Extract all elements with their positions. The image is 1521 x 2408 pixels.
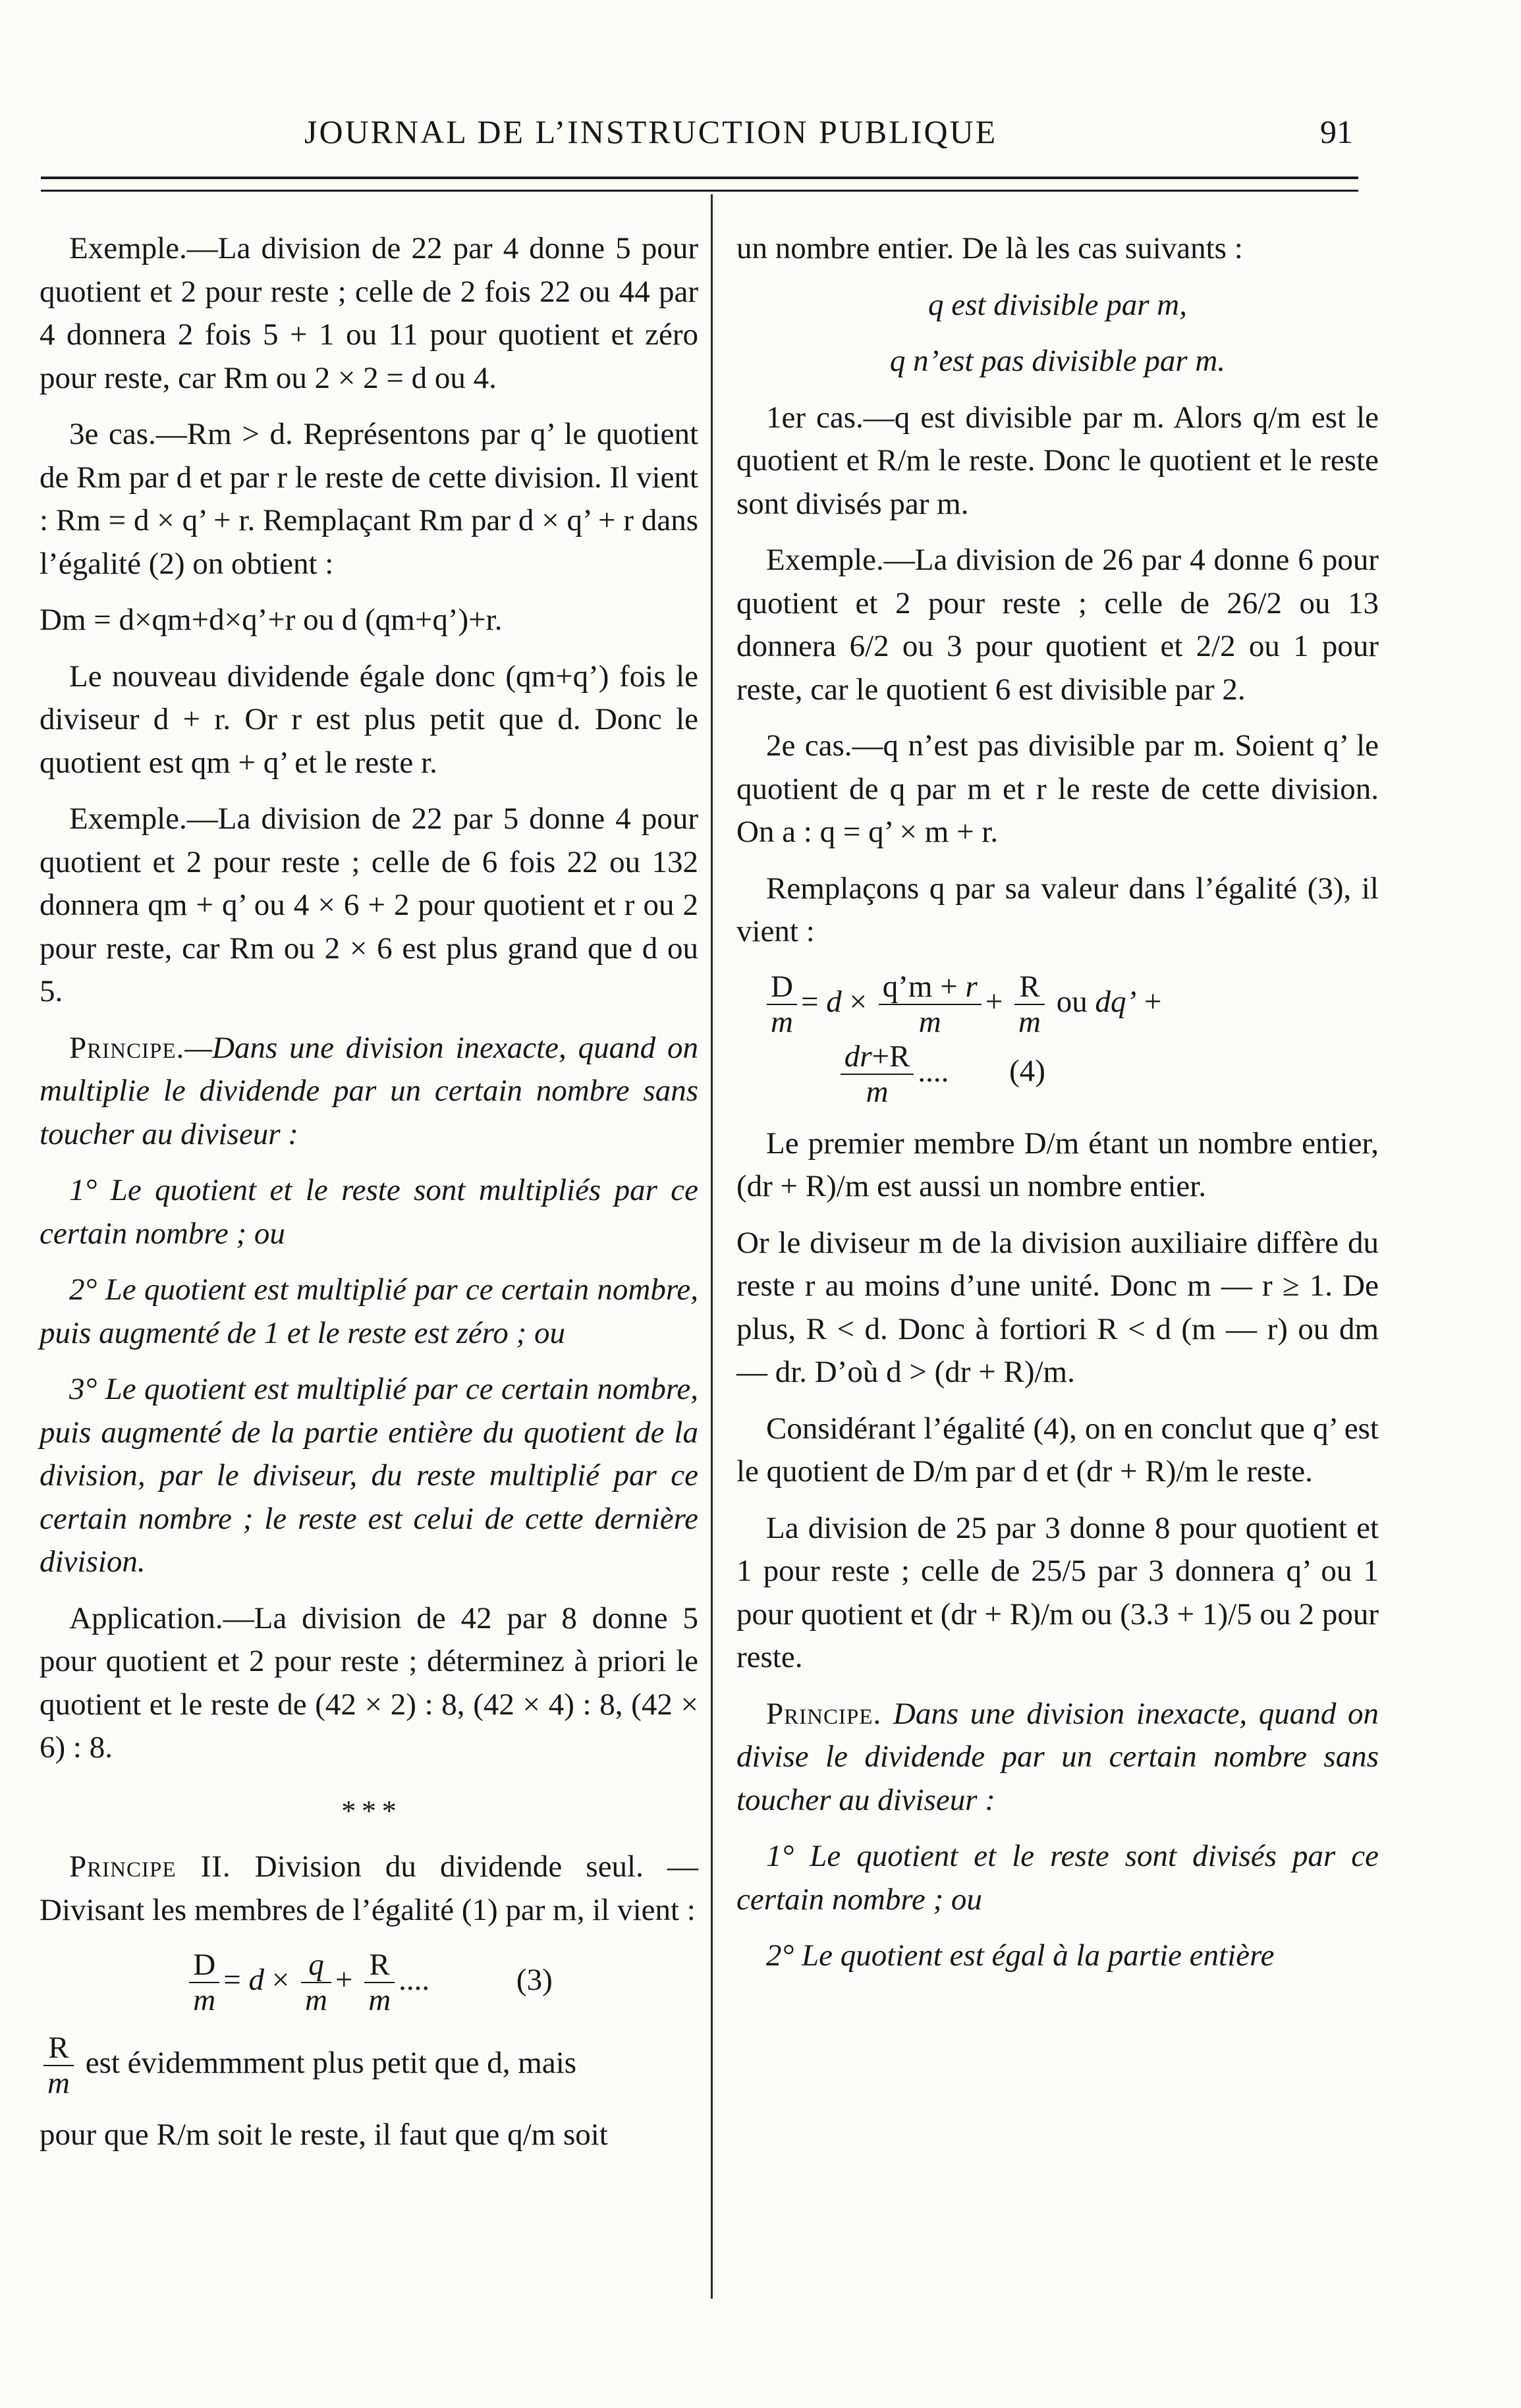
paragraph: 2e cas.—q n’est pas divisible par m. Soient q’ le quotient de q par m et r le reste de cette division. On a : q = q’ × m + r. [736, 728, 1379, 849]
case-line: q est divisible par m, [928, 287, 1187, 322]
paragraph: Application.—La division de 42 par 8 donne 5 pour quotient et 2 pour reste ; déterminez à priori le quotient et le reste de (42 × 2) : 8, (42 × 4) : 8, (42 × 6) : 8. [40, 1601, 698, 1765]
equation-number: (3) [516, 1962, 553, 1997]
equation-4: $\frac{D}{m}$ = d × $\frac{q’m + r}{m}$ + $\frac{R}{m}$ ou dq’ + $\frac{dr+R}{m}$ .... (4) [736, 970, 1379, 1109]
paragraph: Le premier membre D/m étant un nombre entier, (dr + R)/m est aussi un nombre entier. [736, 1126, 1379, 1203]
fraction: $\frac{R}{m}$ [1014, 970, 1045, 1039]
page-header [0, 111, 1521, 163]
principle-text: Division du dividende seul. —Divisant les membres de l’égalité (1) par m, il vient : [40, 1849, 698, 1927]
fraction: $\frac{R}{m}$ [43, 2031, 74, 2100]
equation-3: $\frac{D}{m}$ = d × $\frac{q}{m}$ + $\frac{R}{m}$ .... (3) [40, 1948, 698, 2017]
principle-text: —Dans une division inexacte, quand on multiplie le dividende par un certain nombre sans toucher au diviseur : [40, 1030, 698, 1151]
fraction: $\frac{R}{m}$ [364, 1948, 395, 2017]
case-line: q n’est pas divisible par m. [889, 344, 1226, 378]
principle-heading: Principe. [766, 1696, 882, 1731]
principle-paragraph [40, 1027, 698, 1157]
left-column [40, 227, 698, 2170]
principle-heading: Principe. [69, 1030, 185, 1065]
paragraph: 1° Le quotient et le reste sont multipliés par ce certain nombre ; ou [40, 1173, 698, 1251]
equation-number: (4) [1009, 1054, 1045, 1089]
principle-heading: Principe II. [69, 1849, 231, 1884]
fraction: $\frac{q’m + r}{m}$ [879, 970, 982, 1039]
paragraph: pour que R/m soit le reste, il faut que q/m soit [40, 2118, 608, 2152]
fraction: $\frac{dr+R}{m}$ [841, 1039, 914, 1109]
principle-text: Dans une division inexacte, quand on divise le dividende par un certain nombre sans toucher au diviseur : [736, 1696, 1379, 1817]
fraction: $\frac{D}{m}$ [189, 1948, 219, 2017]
right-column [736, 227, 1379, 1991]
paragraph: $\frac{R}{m}$ est évidemmment plus petit que d, mais [40, 2031, 698, 2100]
fraction: $\frac{q}{m}$ [301, 1948, 331, 2017]
paragraph: 3e cas.—Rm > d. Représentons par q’ le quotient de Rm par d et par r le reste de cette division. Il vient : Rm = d × q’ + r. Remplaçant Rm par d × q’ + r dans l’égalité (2) on obtient : [40, 417, 698, 581]
paragraph: 1er cas.—q est divisible par m. Alors q/m est le quotient et R/m le reste. Donc le quotient et le reste sont divisés par m. [736, 400, 1379, 521]
paragraph: Exemple.—La division de 26 par 4 donne 6 pour quotient et 2 pour reste ; celle de 26/2 ou 13 donnera 6/2 ou 3 pour quotient et 2/2 ou 1 pour reste, car le quotient 6 est divisible par 2. [736, 543, 1379, 707]
fraction: $\frac{D}{m}$ [767, 970, 797, 1039]
header-rule-thin [41, 190, 1358, 192]
paragraph: Considérant l’égalité (4), on en conclut que q’ est le quotient de D/m par d et (dr + R)/m le reste. [736, 1411, 1379, 1489]
page-number: 91 [1320, 113, 1353, 150]
paragraph: Exemple.—La division de 22 par 5 donne 4 pour quotient et 2 pour reste ; celle de 6 fois 22 ou 132 donnera qm + q’ ou 4 × 6 + 2 pour quotient et r ou 2 pour reste, car Rm ou 2 × 6 est plus grand que d ou 5. [40, 802, 698, 1008]
paragraph: Or le diviseur m de la division auxiliaire diffère du reste r au moins d’une unité. Donc m — r ≥ 1. De plus, R < d. Donc à fortiori R < d (m — r) ou dm — dr. D’où d > (dr + R)/m. [736, 1225, 1379, 1389]
paragraph: 3° Le quotient est multiplié par ce certain nombre, puis augmenté de la partie entière du quotient de la division, par le diviseur, du reste multiplié par ce certain nombre ; le reste est celui de cette dernière division. [40, 1372, 698, 1579]
section-asterism: * * * [341, 1794, 397, 1827]
principle-paragraph [40, 1846, 698, 1932]
paragraph: Le nouveau dividende égale donc (qm+q’) fois le diviseur d + r. Or r est plus petit que d. Donc le quotient est qm + q’ et le reste r. [40, 659, 698, 780]
column-divider [711, 194, 713, 2299]
header-rule-thick [41, 177, 1358, 179]
paragraph: La division de 25 par 3 donne 8 pour quotient et 1 pour reste ; celle de 25/5 par 3 donnera q’ ou 1 pour quotient et (dr + R)/m ou (3.3 + 1)/5 ou 2 pour reste. [736, 1510, 1379, 1674]
paragraph: 2° Le quotient est multiplié par ce certain nombre, puis augmenté de 1 et le reste est zéro ; ou [40, 1272, 698, 1350]
equation-line: Dm = d×qm+d×q’+r ou d (qm+q’)+r. [40, 603, 503, 637]
running-title: JOURNAL DE L’INSTRUCTION PUBLIQUE [304, 113, 998, 150]
paragraph: Exemple.—La division de 22 par 4 donne 5 pour quotient et 2 pour reste ; celle de 2 fois 22 ou 44 par 4 donnera 2 fois 5 + 1 ou 11 pour quotient et zéro pour reste, car Rm ou 2 × 2 = d ou 4. [40, 231, 698, 395]
paragraph: 1° Le quotient et le reste sont divisés par ce certain nombre ; ou [736, 1839, 1379, 1917]
paragraph: Remplaçons q par sa valeur dans l’égalité (3), il vient : [736, 871, 1379, 948]
principle-paragraph [736, 1693, 1379, 1822]
paragraph: un nombre entier. De là les cas suivants : [736, 231, 1243, 265]
paragraph: 2° Le quotient est égal à la partie entière [766, 1938, 1275, 1973]
